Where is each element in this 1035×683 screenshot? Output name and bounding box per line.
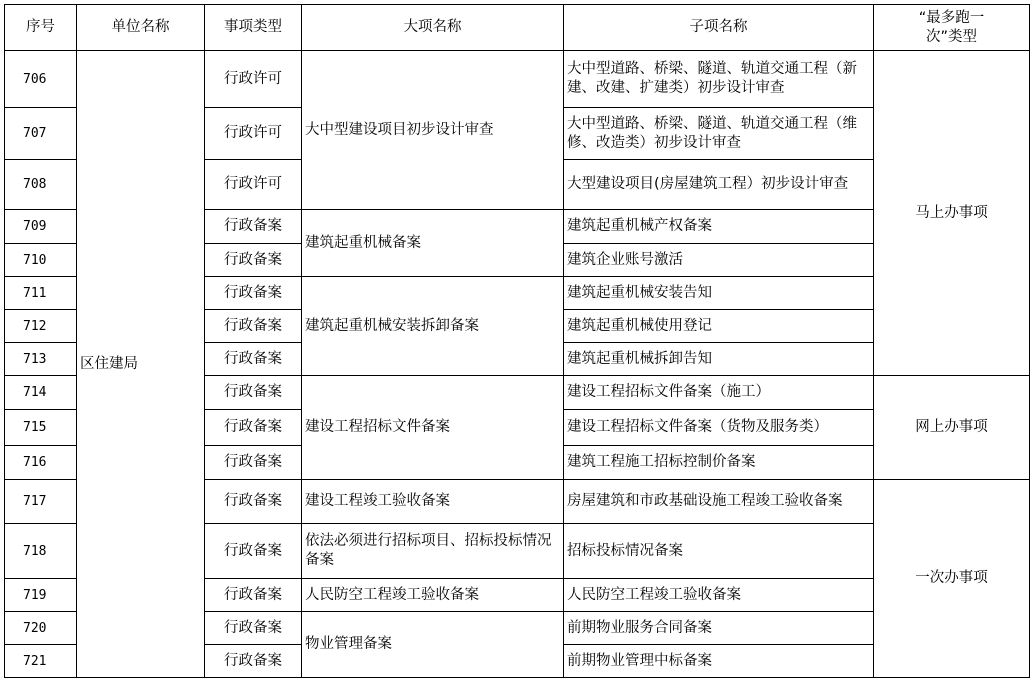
major-item: 大中型建设项目初步设计审查: [302, 51, 564, 210]
header-row: [5, 5, 1030, 51]
item-type: 行政备案: [205, 310, 302, 343]
major-item: 建设工程竣工验收备案: [302, 480, 564, 524]
row-number: 713: [5, 343, 77, 376]
row-number: 707: [5, 108, 77, 160]
row-number: 708: [5, 160, 77, 210]
unit-name: 区住建局: [77, 51, 205, 678]
header-seq: 序号: [5, 5, 77, 51]
row-number: 709: [5, 210, 77, 244]
item-type: 行政备案: [205, 612, 302, 645]
item-type: 行政备案: [205, 410, 302, 446]
sub-item: 大中型道路、桥梁、隧道、轨道交通工程（新建、改建、扩建类）初步设计审查: [564, 51, 874, 108]
sub-item: 建筑起重机械拆卸告知: [564, 343, 874, 376]
item-type: 行政许可: [205, 51, 302, 108]
major-item: 建筑起重机械安装拆卸备案: [302, 277, 564, 376]
item-type: 行政备案: [205, 579, 302, 612]
item-type: 行政许可: [205, 108, 302, 160]
item-type: 行政备案: [205, 645, 302, 678]
sub-item: 人民防空工程竣工验收备案: [564, 579, 874, 612]
sub-item: 建筑起重机械产权备案: [564, 210, 874, 244]
category: 一次办事项: [874, 480, 1030, 678]
category: 网上办事项: [874, 376, 1030, 480]
item-type: 行政备案: [205, 343, 302, 376]
major-item: 建设工程招标文件备案: [302, 376, 564, 480]
item-type: 行政备案: [205, 480, 302, 524]
row-number: 719: [5, 579, 77, 612]
row-number: 718: [5, 524, 77, 579]
major-item: 依法必须进行招标项目、招标投标情况备案: [302, 524, 564, 579]
sub-item: 建筑工程施工招标控制价备案: [564, 446, 874, 480]
major-item: 物业管理备案: [302, 612, 564, 678]
header-category: “最多跑一次”类型: [874, 5, 1030, 51]
item-type: 行政备案: [205, 210, 302, 244]
sub-item: 建设工程招标文件备案（施工）: [564, 376, 874, 410]
header-sub: 子项名称: [564, 5, 874, 51]
category: 马上办事项: [874, 51, 1030, 376]
item-type: 行政备案: [205, 524, 302, 579]
header-unit: 单位名称: [77, 5, 205, 51]
major-item: 建筑起重机械备案: [302, 210, 564, 277]
item-type: 行政备案: [205, 277, 302, 310]
row-number: 711: [5, 277, 77, 310]
row-number: 714: [5, 376, 77, 410]
row-number: 712: [5, 310, 77, 343]
sub-item: 前期物业服务合同备案: [564, 612, 874, 645]
items-table: [4, 4, 1030, 678]
item-type: 行政备案: [205, 446, 302, 480]
sub-item: 建筑起重机械安装告知: [564, 277, 874, 310]
sub-item: 前期物业管理中标备案: [564, 645, 874, 678]
sub-item: 大型建设项目(房屋建筑工程）初步设计审查: [564, 160, 874, 210]
row-number: 706: [5, 51, 77, 108]
item-type: 行政备案: [205, 244, 302, 277]
header-type: 事项类型: [205, 5, 302, 51]
sub-item: 建设工程招标文件备案（货物及服务类）: [564, 410, 874, 446]
table-row: [5, 51, 1030, 108]
row-number: 721: [5, 645, 77, 678]
row-number: 715: [5, 410, 77, 446]
sub-item: 建筑企业账号激活: [564, 244, 874, 277]
row-number: 716: [5, 446, 77, 480]
item-type: 行政许可: [205, 160, 302, 210]
row-number: 710: [5, 244, 77, 277]
row-number: 717: [5, 480, 77, 524]
sub-item: 大中型道路、桥梁、隧道、轨道交通工程（维修、改造类）初步设计审查: [564, 108, 874, 160]
sub-item: 房屋建筑和市政基础设施工程竣工验收备案: [564, 480, 874, 524]
item-type: 行政备案: [205, 376, 302, 410]
sub-item: 建筑起重机械使用登记: [564, 310, 874, 343]
major-item: 人民防空工程竣工验收备案: [302, 579, 564, 612]
row-number: 720: [5, 612, 77, 645]
header-major: 大项名称: [302, 5, 564, 51]
sub-item: 招标投标情况备案: [564, 524, 874, 579]
